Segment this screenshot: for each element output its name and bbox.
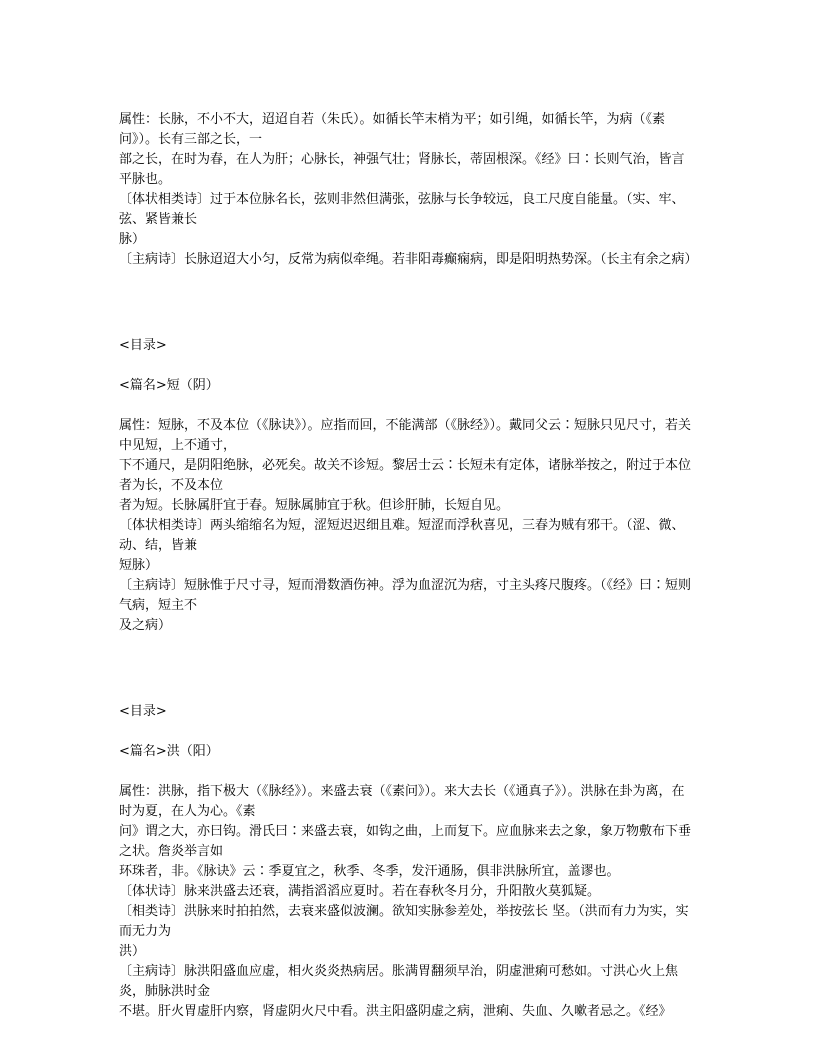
paragraph-short-pulse-shape-poem: 〔体状相类诗〕两头缩缩名为短，涩短迟迟细且难。短涩而浮秋喜见，三春为贼有邪干。（涩、微、动、结，皆兼 xyxy=(119,518,685,553)
paragraph-long-pulse-attributes: 属性：长脉，不小不大，迢迢自若（朱氏）。如循长竿末梢为平；如引绳，如循长竿，为病（《素问》）。长有三部之长，一 xyxy=(119,112,666,147)
paragraph-surging-pulse-disease-poem: 〔主病诗〕脉洪阳盛血应虚，相火炎炎热病居。胀满胃翻须早治，阴虚泄痢可愁如。寸洪心火上焦炎，肺脉洪时金 xyxy=(119,964,679,999)
paragraph-short-pulse-continued-1: 下不通尺，是阴阳绝脉，必死矣。故关不诊短。黎居士云∶长短未有定体，诸脉举按之，附过于本位者为长，不及本位 xyxy=(119,458,692,493)
paragraph-surging-pulse-similar-poem-end: 洪） xyxy=(119,944,146,959)
paragraph-short-pulse-disease-poem: 〔主病诗〕短脉惟于尺寸寻，短而滑数酒伤神。浮为血涩沉为痞，寸主头疼尺腹疼。（《经》曰∶短则气病，短主不 xyxy=(119,578,692,613)
paragraph-surging-pulse-similar-poem: 〔相类诗〕洪脉来时拍拍然，去衰来盛似波澜。欲知实脉参差处，举按弦长 坚。（洪而有力为实，实而无力为 xyxy=(119,904,689,939)
section-title-short-pulse: <篇名>短（阴） xyxy=(119,378,219,393)
paragraph-short-pulse-continued-2: 者为短。长脉属肝宜于春。短脉属肺宜于秋。但诊肝肺，长短自见。 xyxy=(119,498,510,513)
paragraph-surging-pulse-shape-poem: 〔体状诗〕脉来洪盛去还衰，满指滔滔应夏时。若在春秋冬月分，升阳散火莫狐疑。 xyxy=(119,884,601,899)
paragraph-short-pulse-attributes: 属性：短脉，不及本位（《脉诀》）。应指而回，不能满部（《脉经》）。戴同父云∶短脉只见尺寸，若关中见短，上不通寸， xyxy=(119,418,692,453)
paragraph-surging-pulse-continued-2: 环珠者，非。《脉诀》云∶季夏宜之，秋季、冬季，发汗通肠，俱非洪脉所宜，盖谬也。 xyxy=(119,864,620,879)
paragraph-long-pulse-continued: 部之长，在时为春，在人为肝；心脉长，神强气壮；肾脉长，蒂固根深。《经》曰∶长则气治，皆言平脉也。 xyxy=(119,152,685,187)
document-page xyxy=(119,110,697,1022)
toc-link[interactable]: <目录> xyxy=(119,704,167,719)
paragraph-short-pulse-shape-poem-end: 短脉） xyxy=(119,558,159,573)
section-title-surging-pulse: <篇名>洪（阳） xyxy=(119,744,219,759)
paragraph-surging-pulse-attributes: 属性：洪脉，指下极大（《脉经》）。来盛去衰（《素问》）。来大去长（《通真子》）。洪脉在卦为离，在时为夏，在人为心。《素 xyxy=(119,784,685,819)
paragraph-long-pulse-shape-poem-end: 脉） xyxy=(119,232,146,247)
paragraph-surging-pulse-disease-poem-continued: 不堪。肝火胃虚肝内察，肾虚阴火尺中看。洪主阳盛阴虚之病，泄痢、失血、久嗽者忌之。《经》 xyxy=(119,1004,672,1019)
paragraph-surging-pulse-continued-1: 问》谓之大，亦曰钩。滑氏曰∶来盛去衰，如钩之曲，上而复下。应血脉来去之象，象万物敷布下垂之状。詹炎举言如 xyxy=(119,824,692,859)
paragraph-long-pulse-disease-poem: 〔主病诗〕长脉迢迢大小匀，反常为病似牵绳。若非阳毒癫痫病，即是阳明热势深。（长主有余之病） xyxy=(119,252,698,267)
paragraph-long-pulse-shape-poem: 〔体状相类诗〕过于本位脉名长，弦则非然但满张，弦脉与长争较远，良工尺度自能量。（实、牢、弦、紧皆兼长 xyxy=(119,192,685,227)
toc-link[interactable]: <目录> xyxy=(119,338,167,353)
paragraph-short-pulse-disease-poem-end: 及之病） xyxy=(119,618,172,633)
